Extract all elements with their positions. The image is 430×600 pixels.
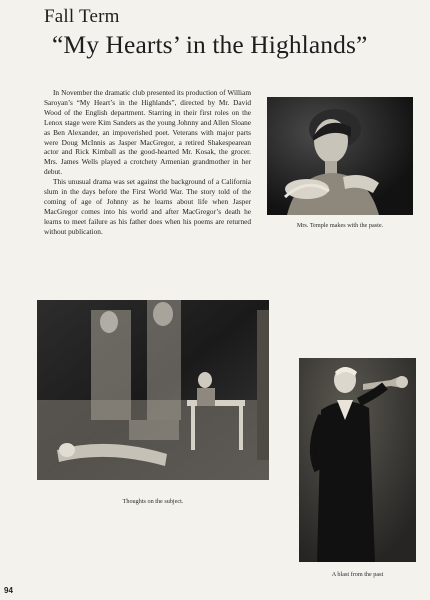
photo-woman-making-paste (267, 97, 413, 215)
article-body (44, 88, 251, 237)
page-number: 94 (4, 586, 13, 595)
page-title: “My Hearts’ in the Highlands” (52, 30, 368, 59)
article-paragraph: In November the dramatic club presented its production of William Saroyan’s “My Heart’s in the Highlands”, directed by Mr. David Wood of the English department. Starring in their first roles on the Lenox stage were Kim Sanders as the young Johnny and Allen Sloane as Ben Alexander, an impoverished poet. Veterans with major parts were Doug McInnis as Jasper MacGregor, a retired Shakespearean actor and Rick Kimball as the good-hearted Mr. Kosak, the grocer. Mrs. James Wells played a crotchety Armenian grandmother in her debut. (44, 88, 251, 177)
photo-man-playing-bugle (299, 358, 416, 562)
photo-caption: A blast from the past (331, 571, 384, 578)
photo-stage-scene-double-exposure (37, 300, 269, 480)
article-paragraph: This unusual drama was set against the background of a California slum in the days before the First World War. The story told of the coming of age of Johnny as he learns about life when Jasper MacGregor comes into his world and after MacGregor’s death he learns to meet failure as his father does when his poems are returned without publication. (44, 177, 251, 236)
photo-caption: Mrs. Temple makes with the paste. (296, 222, 384, 229)
photo-caption: Thoughts on the subject. (122, 498, 184, 505)
section-heading: Fall Term (44, 6, 120, 27)
